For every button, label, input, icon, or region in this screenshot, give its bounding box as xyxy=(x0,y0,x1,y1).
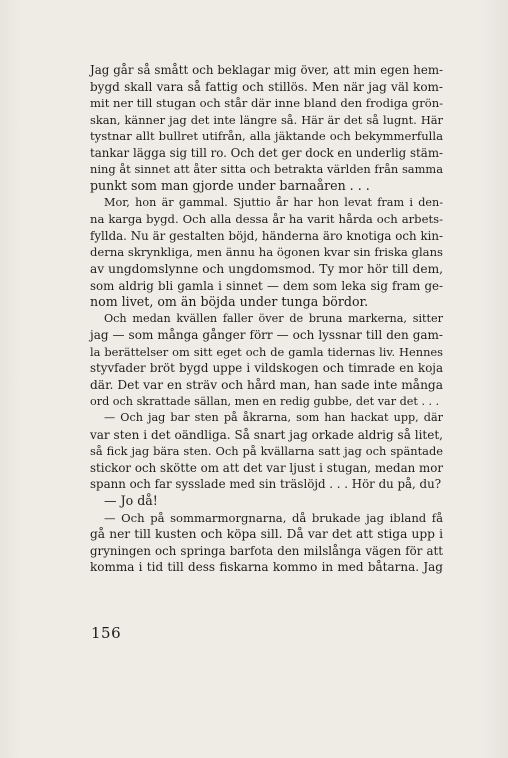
body-text xyxy=(90,62,443,576)
text-line: — Jo då! xyxy=(104,493,158,509)
text-line: ning åt sinnet att åter sitta och betrakta världen från samma xyxy=(90,162,443,177)
text-line: fyllda. Nu är gestalten böjd, händerna äro knotiga och kin- xyxy=(90,228,443,243)
text-line: Och medan kvällen faller över de bruna markerna, sitter xyxy=(104,311,443,325)
text-line: bygd skall vara så fattig och stillös. Men när jag väl kom- xyxy=(90,79,443,94)
text-line: — Och på sommarmorgnarna, då brukade jag ibland få xyxy=(104,510,443,525)
text-line: skan, känner jag det inte längre så. Här är det så lugnt. Här xyxy=(90,112,443,127)
text-line: punkt som man gjorde under barnaåren . . . xyxy=(90,178,370,194)
text-line: derna skrynkliga, men ännu ha ögonen kvar sin friska glans xyxy=(90,245,443,260)
text-line: tankar lägga sig till ro. Och det ger dock en underlig stäm- xyxy=(90,145,443,160)
text-line: jag — som många gånger förr — och lyssnar till den gam- xyxy=(90,328,443,343)
text-line: Jag går så smått och beklagar mig över, att min egen hem- xyxy=(90,63,443,77)
text-line: komma i tid till dess fiskarna kommo in med båtarna. Jag xyxy=(90,560,443,575)
text-line: ord och skrattade sällan, men en redig gubbe, det var det . . . xyxy=(90,394,440,408)
text-line: mit ner till stugan och står där inne bland den frodiga grön- xyxy=(90,96,444,111)
text-line: nom livet, om än böjda under tunga bördor. xyxy=(90,294,369,310)
text-line: stickor och skötte om att det var ljust i stugan, medan mor xyxy=(90,460,443,475)
text-line: la berättelser om sitt eget och de gamla tidernas liv. Hennes xyxy=(90,344,443,359)
text-line: där. Det var en sträv och hård man, han sade inte många xyxy=(90,377,443,392)
text-line: var sten i det oändliga. Så snart jag orkade aldrig så litet, xyxy=(90,427,443,442)
text-line: som aldrig bli gamla i sinnet — dem som leka sig fram ge- xyxy=(90,278,443,293)
text-line: spann och far sysslade med sin träslöjd . . . Hör du på, du? xyxy=(90,477,442,492)
text-line: av ungdomslynne och ungdomsmod. Ty mor hör till dem, xyxy=(90,261,443,276)
text-line: na karga bygd. Och alla dessa år ha varit hårda och arbets- xyxy=(90,212,443,227)
text-line: tystnar allt bullret utifrån, alla jäktande och bekymmerfulla xyxy=(90,129,443,144)
text-line: Mor, hon är gammal. Sjuttio år har hon levat fram i den- xyxy=(104,195,443,209)
text-line: — Och jag bar sten på åkrarna, som han hackat upp, där xyxy=(104,411,443,425)
text-line: så fick jag bära sten. Och på kvällarna satt jag och späntade xyxy=(90,444,443,459)
text-line: gryningen och springa barfota den milslånga vägen för att xyxy=(90,543,443,558)
text-line: gå ner till kusten och köpa sill. Då var det att stiga upp i xyxy=(90,527,443,542)
text-line: styvfader bröt bygd uppe i vildskogen och timrade en koja xyxy=(90,361,443,376)
page-number: 156 xyxy=(91,624,122,642)
